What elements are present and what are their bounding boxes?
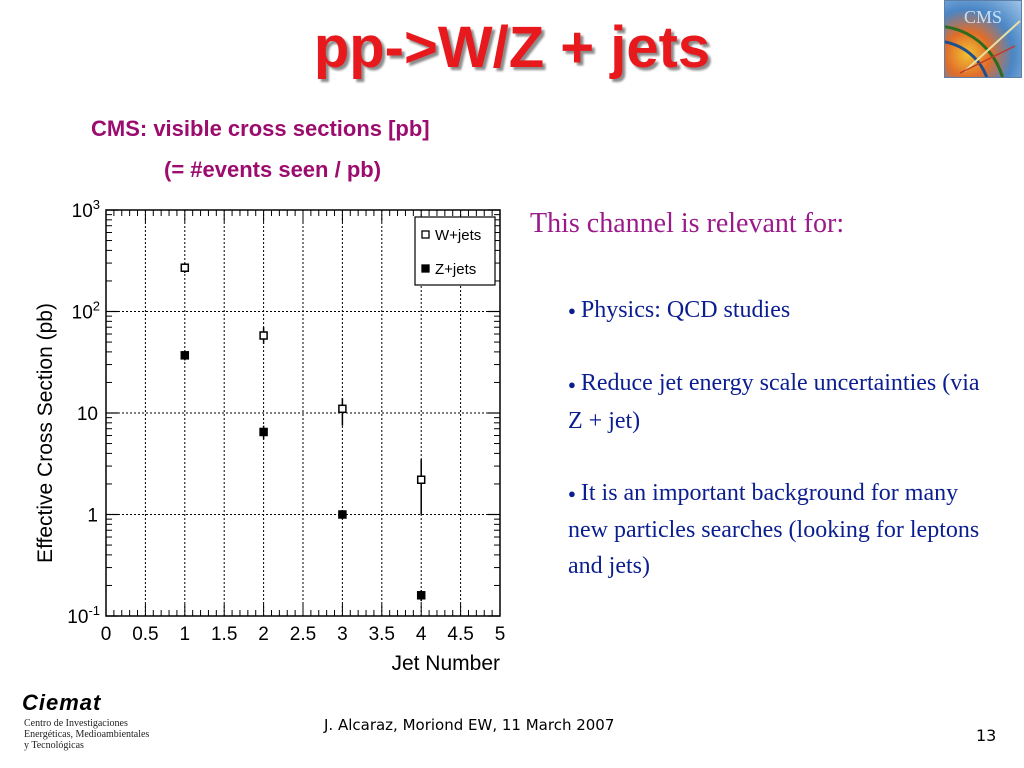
w-jets-point: [181, 264, 188, 271]
page-number: 13: [976, 726, 997, 745]
ciemat-sub-line: y Tecnológicas: [24, 740, 84, 751]
x-tick-label: 3.5: [368, 624, 396, 645]
ciemat-subtitle: [24, 718, 204, 751]
cms-logo-text: CMS: [963, 7, 1003, 27]
legend-marker: [422, 265, 429, 272]
bullet-dot-icon: ●: [568, 376, 576, 392]
x-tick-label: 2: [258, 624, 269, 645]
bullet-item-qcd: [568, 292, 998, 329]
slide-title: pp->W/Z + jets: [313, 15, 711, 80]
y-tick-label: $10^2$: [71, 298, 100, 324]
x-tick-label: 2.5: [289, 624, 317, 645]
bullet-item-jet-energy: [568, 365, 998, 438]
y-tick-label: $10^3$: [71, 197, 100, 222]
z-jets-point: [181, 352, 188, 359]
w-jets-point: [418, 476, 425, 483]
x-tick-label: 1: [179, 624, 191, 645]
bullet-text: Reduce jet energy scale uncertainties (via Z + jet): [568, 370, 980, 434]
subtitle-line-2: (= #events seen / pb): [164, 157, 382, 182]
y-tick-label: $10^{-1}$: [67, 603, 100, 628]
x-tick-label: 4.5: [447, 624, 474, 645]
footer-citation: J. Alcaraz, Moriond EW, 11 March 2007: [324, 716, 615, 734]
x-tick-label: 0: [100, 624, 112, 645]
x-axis-label: Jet Number: [391, 652, 500, 675]
subtitle-line-1: CMS: visible cross sections [pb]: [91, 116, 430, 141]
y-axis-label: Effective Cross Section (pb): [34, 303, 57, 563]
ciemat-logo: Ciemat: [22, 690, 102, 715]
bullet-text: It is an important background for many new particles searches (looking for leptons and jets): [568, 479, 980, 580]
z-jets-point: [418, 592, 425, 599]
x-tick-label: 5: [494, 624, 506, 645]
bullet-item-background: [568, 475, 998, 584]
y-tick-label: 10: [76, 404, 98, 425]
w-jets-point: [339, 405, 346, 412]
bullet-text: Physics: QCD studies: [580, 297, 791, 323]
ciemat-sub-line: Centro de Investigaciones: [24, 718, 128, 729]
w-jets-point: [260, 332, 267, 339]
ciemat-sub-line: Energéticas, Medioambientales: [24, 729, 150, 740]
y-tick-label: 1: [87, 505, 98, 527]
bullet-dot-icon: ●: [568, 486, 576, 502]
bullet-dot-icon: ●: [568, 303, 576, 319]
x-tick-label: 4: [415, 624, 427, 645]
legend-label: W+jets: [435, 227, 482, 244]
x-tick-label: 3: [337, 624, 348, 645]
legend-marker: [422, 231, 429, 238]
x-tick-label: 0.5: [132, 624, 159, 645]
x-tick-label: 1.5: [210, 624, 238, 645]
z-jets-point: [260, 428, 267, 435]
relevance-heading: This channel is relevant for:: [530, 208, 845, 239]
legend-label: Z+jets: [435, 261, 477, 278]
cms-logo: [944, 0, 1022, 78]
cross-section-chart: [30, 196, 510, 676]
bullet-list: [568, 292, 998, 620]
z-jets-point: [339, 511, 346, 518]
